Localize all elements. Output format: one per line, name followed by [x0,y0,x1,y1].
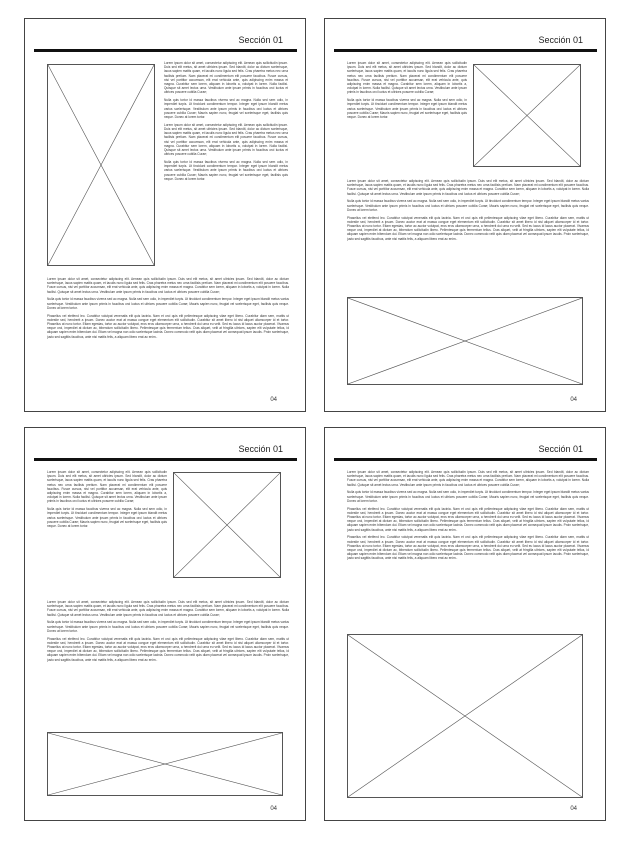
paragraph: Lorem ipsum dolor sit amet, consectetur adipiscing elit. Aenean quis sollicitudin ipsum. Duis sed elit metus, sit amet ultricies ipsum. Sed blandit, dolor ac dictum scelerisque, lacus sapien mattis quam, et iaculis nunc ligula sed felis. Cras pharetra metus nec urna facilisis pretium. Nam placerat mi condimentum elit posuere faucibus. Fusce cursus, nisi vel porttitor accumsan, elit erat vehicula ante, quis adipiscing enim massa et magna. Curabitur sem lorem, aliquam in lobortis a, volutpat in lorem. Nulla facilisi. Quisque sit amet lectus urna. Vestibulum ante ipsum primis in faucibus orci luctus et ultrices posuere cubilia Curae; [47,470,167,504]
layout-page-1 [24,18,306,412]
paragraph: Phasellus vel eleifend leo. Curabitur volutpat venenatis elit quis lacinia. Nam et orci quis elit pellentesque adipiscing vitae eget libero. Curabitur diam sem, mattis ut molestie sed, hendrerit a ipsum. Donec auctor erat at massa congue eget elementum elit sollicitudin. Curabitur sit amet libero id nisl aliquet ullamcorper id et tortor. Phasellus at nunc tortor. Etiam egestas, tortor ac auctor volutpat, eros eros ullamcorper urna, a hendrerit dui urna eu velit. Sed eu lacus id lacus auctor placerat. Vivamus neque orci, imperdiet at dictum ac, bibendum sollicitudin libero. Pellentesque quis fermentum tellus. Cras aliquet, velit at fringilla ultrices, sapien elit vulputate tellus, id aliquam sapien enim bibendum dui. Etiam vel magna non odio scelerisque lacinia. Donec commodo velit quis diam placerat vel consequat ipsum iaculis. Proin scelerisque, justo sed sagittis faucibus, ante nisi mattis felis, a aliquam libero erat ac enim.. [347,215,589,241]
page-number: 04 [270,397,277,403]
layout-page-3 [24,427,306,821]
text-column [347,61,467,179]
text-block [47,277,289,377]
page-number: 04 [570,806,577,812]
page-number: 04 [570,397,577,403]
text-column [164,61,288,275]
paragraph: Nulla quis tortor id massa faucibus viverra sed ac magna. Nulla sed sem odio, in imperdiet turpis. Ut tincidunt condimentum tempor. Integer eget ipsum blandit metus varius scelerisque. Vestibulum ante ipsum primis in faucibus orci luctus et ultrices posuere cubilia Curae; Mauris sapien nunc, feugiat vel scelerisque eget, facilisis quis neque. Donec at lorem tortor. [47,507,167,529]
paragraph: Lorem ipsum dolor sit amet, consectetur adipiscing elit. Aenean quis sollicitudin ipsum. Duis sed elit metus, sit amet ultricies ipsum. Sed blandit, dolor ac dictum scelerisque, lacus sapien mattis quam, et iaculis nunc ligula sed felis. Cras pharetra metus nec urna facilisis pretium. Nam placerat mi condimentum elit posuere faucibus. Fusce cursus, nisi vel porttitor accumsan, elit erat vehicula ante, quis adipiscing enim massa et magna. Curabitur sem lorem, aliquam in lobortis a, volutpat in lorem. Nulla facilisi. Quisque sit amet lectus urna. Vestibulum ante ipsum primis in faucibus orci luctus et ultrices posuere cubilia Curae; [164,122,288,157]
paragraph: Phasellus vel eleifend leo. Curabitur volutpat venenatis elit quis lacinia. Nam et orci quis elit pellentesque adipiscing vitae eget libero. Curabitur diam sem, mattis ut molestie sed, hendrerit a ipsum. Donec auctor erat at massa congue eget elementum elit sollicitudin. Curabitur sit amet libero id nisl aliquet ullamcorper id et tortor. Phasellus at nunc tortor. Etiam egestas, tortor ac auctor volutpat, eros eros ullamcorper urna, a hendrerit dui urna eu velit. Sed eu lacus id lacus auctor placerat. Vivamus neque orci, imperdiet at dictum ac, bibendum sollicitudin libero. Pellentesque quis fermentum tellus. Cras aliquet, velit at fringilla ultrices, sapien elit vulputate tellus, id aliquam sapien enim bibendum dui. Etiam vel magna non odio scelerisque lacinia. Donec commodo velit quis diam placerat vel consequat ipsum iaculis. Proin scelerisque, justo sed sagittis faucibus, ante nisi mattis felis, a aliquam libero erat ac enim.. [47,636,289,662]
section-header: Sección 01 [538,35,583,45]
header-rule [334,49,597,52]
image-placeholder [47,732,283,796]
text-block [47,600,289,726]
layout-page-2 [324,18,606,412]
paragraph: Lorem ipsum dolor sit amet, consectetur adipiscing elit. Aenean quis sollicitudin ipsum. Duis sed elit metus, sit amet ultricies ipsum. Sed blandit, dolor ac dictum scelerisque, lacus sapien mattis quam, et iaculis nunc ligula sed felis. Cras pharetra metus nec urna facilisis pretium. Nam placerat mi condimentum elit posuere faucibus. Fusce cursus, nisi vel porttitor accumsan, elit erat vehicula ante, quis adipiscing enim massa et magna. Curabitur sem lorem, aliquam in lobortis a, volutpat in lorem. Nulla facilisi. Quisque sit amet lectus urna. Vestibulum ante ipsum primis in faucibus orci luctus et ultrices posuere cubilia Curae; [347,179,589,196]
paragraph: Lorem ipsum dolor sit amet, consectetur adipiscing elit. Aenean quis sollicitudin ipsum. Duis sed elit metus, sit amet ultricies ipsum. Sed blandit, dolor ac dictum scelerisque, lacus sapien mattis quam, et iaculis nunc ligula sed felis. Cras pharetra metus nec urna facilisis pretium. Nam placerat mi condimentum elit posuere faucibus. Fusce cursus, nisi vel porttitor accumsan, elit erat vehicula ante, quis adipiscing enim massa et magna. Curabitur sem lorem, aliquam in lobortis a, volutpat in lorem. Nulla facilisi. Quisque sit amet lectus urna. Vestibulum ante ipsum primis in faucibus orci luctus et ultrices posuere cubilia Curae; [347,61,467,95]
paragraph: Phasellus vel eleifend leo. Curabitur volutpat venenatis elit quis lacinia. Nam et orci quis elit pellentesque adipiscing vitae eget libero. Curabitur diam sem, mattis ut molestie sed, hendrerit a ipsum. Donec auctor erat at massa congue eget elementum elit sollicitudin. Curabitur sit amet libero id nisl aliquet ullamcorper id et tortor. Phasellus at nunc tortor. Etiam egestas, tortor ac auctor volutpat, eros eros ullamcorper urna, a hendrerit dui urna eu velit. Sed eu lacus id lacus auctor placerat. Vivamus neque orci, imperdiet at dictum ac, bibendum sollicitudin libero. Pellentesque quis fermentum tellus. Cras aliquet, velit at fringilla ultrices, sapien elit vulputate tellus, id aliquam sapien enim bibendum dui. Etiam vel magna non odio scelerisque lacinia. Donec commodo velit quis diam placerat vel consequat ipsum iaculis. Proin scelerisque, justo sed sagittis faucibus, ante nisi mattis felis, a aliquam libero erat ac enim.. [47,313,289,339]
layout-page-4 [324,427,606,821]
paragraph: Lorem ipsum dolor sit amet, consectetur adipiscing elit. Aenean quis sollicitudin ipsum. Duis sed elit metus, sit amet ultricies ipsum. Sed blandit, dolor ac dictum scelerisque, lacus sapien mattis quam, et iaculis nunc ligula sed felis. Cras pharetra metus nec urna facilisis pretium. Nam placerat mi condimentum elit posuere faucibus. Fusce cursus, nisi vel porttitor accumsan, elit erat vehicula ante, quis adipiscing enim massa et magna. Curabitur sem lorem, aliquam in lobortis a, volutpat in lorem. Nulla facilisi. Quisque sit amet lectus urna. Vestibulum ante ipsum primis in faucibus orci luctus et ultrices posuere cubilia Curae; [47,277,289,294]
paragraph: Nulla quis tortor id massa faucibus viverra sed ac magna. Nulla sed sem odio, in imperdiet turpis. Ut tincidunt condimentum tempor. Integer eget ipsum blandit metus varius scelerisque. Vestibulum ante ipsum primis in faucibus orci luctus et ultrices posuere cubilia Curae; Mauris sapien nunc, feugiat vel scelerisque eget, facilisis quis neque. Donec at lorem tortor. [164,160,288,181]
header-rule [34,458,297,461]
page-number: 04 [270,806,277,812]
section-header: Sección 01 [238,444,283,454]
image-placeholder [473,64,581,167]
paragraph: Nulla quis tortor id massa faucibus viverra sed ac magna. Nulla sed sem odio, in imperdiet turpis. Ut tincidunt condimentum tempor. Integer eget ipsum blandit metus varius scelerisque. Vestibulum ante ipsum primis in faucibus orci luctus et ultrices posuere cubilia Curae; Mauris sapien nunc, feugiat vel scelerisque eget, facilisis quis neque. Donec at lorem tortor. [347,490,589,503]
text-block [347,179,589,291]
paragraph: Nulla quis tortor id massa faucibus viverra sed ac magna. Nulla sed sem odio, in imperdiet turpis. Ut tincidunt condimentum tempor. Integer eget ipsum blandit metus varius scelerisque. Vestibulum ante ipsum primis in faucibus orci luctus et ultrices posuere cubilia Curae; Mauris sapien nunc, feugiat vel scelerisque eget, facilisis quis neque. Donec at lorem tortor. [164,98,288,120]
paragraph: Nulla quis tortor id massa faucibus viverra sed ac magna. Nulla sed sem odio, in imperdiet turpis. Ut tincidunt condimentum tempor. Integer eget ipsum blandit metus varius scelerisque. Vestibulum ante ipsum primis in faucibus orci luctus et ultrices posuere cubilia Curae; Mauris sapien nunc, feugiat vel scelerisque eget, facilisis quis neque. Donec at lorem tortor. [47,620,289,633]
paragraph: Phasellus vel eleifend leo. Curabitur volutpat venenatis elit quis lacinia. Nam et orci quis elit pellentesque adipiscing vitae eget libero. Curabitur diam sem, mattis ut molestie sed, hendrerit a ipsum. Donec auctor erat at massa congue eget elementum elit sollicitudin. Curabitur sit amet libero id nisl aliquet ullamcorper id et tortor. Phasellus at nunc tortor. Etiam egestas, tortor ac auctor volutpat, eros eros ullamcorper urna, a hendrerit dui urna eu velit. Sed eu lacus id lacus auctor placerat. Vivamus neque orci, imperdiet at dictum ac, bibendum sollicitudin libero. Pellentesque quis fermentum tellus. Cras aliquet, velit at fringilla ultrices, sapien elit vulputate tellus, id aliquam sapien enim bibendum dui. Etiam vel magna non odio scelerisque lacinia. Donec commodo velit quis diam placerat vel consequat ipsum iaculis. Proin scelerisque, justo sed sagittis faucibus, ante nisi mattis felis, a aliquam libero erat ac enim.. [347,535,589,561]
paragraph: Lorem ipsum dolor sit amet, consectetur adipiscing elit. Aenean quis sollicitudin ipsum. Duis sed elit metus, sit amet ultricies ipsum. Sed blandit, dolor ac dictum scelerisque, lacus sapien mattis quam, et iaculis nunc ligula sed felis. Cras pharetra metus nec urna facilisis pretium. Nam placerat mi condimentum elit posuere faucibus. Fusce cursus, nisi vel porttitor accumsan, elit erat vehicula ante, quis adipiscing enim massa et magna. Curabitur sem lorem, aliquam in lobortis a, volutpat in lorem. Nulla facilisi. Quisque sit amet lectus urna. Vestibulum ante ipsum primis in faucibus orci luctus et ultrices posuere cubilia Curae; [347,470,589,487]
image-placeholder [173,472,281,578]
section-header: Sección 01 [238,35,283,45]
image-placeholder [347,634,583,798]
paragraph: Nulla quis tortor id massa faucibus viverra sed ac magna. Nulla sed sem odio, in imperdiet turpis. Ut tincidunt condimentum tempor. Integer eget ipsum blandit metus varius scelerisque. Vestibulum ante ipsum primis in faucibus orci luctus et ultrices posuere cubilia Curae; Mauris sapien nunc, feugiat vel scelerisque eget, facilisis quis neque. Donec at lorem tortor. [347,98,467,120]
paragraph: Nulla quis tortor id massa faucibus viverra sed ac magna. Nulla sed sem odio, in imperdiet turpis. Ut tincidunt condimentum tempor. Integer eget ipsum blandit metus varius scelerisque. Vestibulum ante ipsum primis in faucibus orci luctus et ultrices posuere cubilia Curae; Mauris sapien nunc, feugiat vel scelerisque eget, facilisis quis neque. Donec at lorem tortor. [47,297,289,310]
image-placeholder [47,64,155,266]
text-block [347,470,589,630]
paragraph: Lorem ipsum dolor sit amet, consectetur adipiscing elit. Aenean quis sollicitudin ipsum. Duis sed elit metus, sit amet ultricies ipsum. Sed blandit, dolor ac dictum scelerisque, lacus sapien mattis quam, et iaculis nunc ligula sed felis. Cras pharetra metus nec urna facilisis pretium. Nam placerat mi condimentum elit posuere faucibus. Fusce cursus, nisi vel porttitor accumsan, elit erat vehicula ante, quis adipiscing enim massa et magna. Curabitur sem lorem, aliquam in lobortis a, volutpat in lorem. Nulla facilisi. Quisque sit amet lectus urna. Vestibulum ante ipsum primis in faucibus orci luctus et ultrices posuere cubilia Curae; [47,600,289,617]
text-column [47,470,167,598]
header-rule [334,458,597,461]
paragraph: Nulla quis tortor id massa faucibus viverra sed ac magna. Nulla sed sem odio, in imperdiet turpis. Ut tincidunt condimentum tempor. Integer eget ipsum blandit metus varius scelerisque. Vestibulum ante ipsum primis in faucibus orci luctus et ultrices posuere cubilia Curae; Mauris sapien nunc, feugiat vel scelerisque eget, facilisis quis neque. Donec at lorem tortor. [347,199,589,212]
paragraph: Phasellus vel eleifend leo. Curabitur volutpat venenatis elit quis lacinia. Nam et orci quis elit pellentesque adipiscing vitae eget libero. Curabitur diam sem, mattis ut molestie sed, hendrerit a ipsum. Donec auctor erat at massa congue eget elementum elit sollicitudin. Curabitur sit amet libero id nisl aliquet ullamcorper id et tortor. Phasellus at nunc tortor. Etiam egestas, tortor ac auctor volutpat, eros eros ullamcorper urna, a hendrerit dui urna eu velit. Sed eu lacus id lacus auctor placerat. Vivamus neque orci, imperdiet at dictum ac, bibendum sollicitudin libero. Pellentesque quis fermentum tellus. Cras aliquet, velit at fringilla ultrices, sapien elit vulputate tellus, id aliquam sapien enim bibendum dui. Etiam vel magna non odio scelerisque lacinia. Donec commodo velit quis diam placerat vel consequat ipsum iaculis. Proin scelerisque, justo sed sagittis faucibus, ante nisi mattis felis, a aliquam libero erat ac enim.. [347,506,589,532]
image-placeholder [347,297,583,385]
header-rule [34,49,297,52]
paragraph: Lorem ipsum dolor sit amet, consectetur adipiscing elit. Aenean quis sollicitudin ipsum. Duis sed elit metus, sit amet ultricies ipsum. Sed blandit, dolor ac dictum scelerisque, lacus sapien mattis quam, et iaculis nunc ligula sed felis. Cras pharetra metus nec urna facilisis pretium. Nam placerat mi condimentum elit posuere faucibus. Fusce cursus, nisi vel porttitor accumsan, elit erat vehicula ante, quis adipiscing enim massa et magna. Curabitur sem lorem, aliquam in lobortis a, volutpat in lorem. Nulla facilisi. Quisque sit amet lectus urna. Vestibulum ante ipsum primis in faucibus orci luctus et ultrices posuere cubilia Curae; [164,61,288,95]
section-header: Sección 01 [538,444,583,454]
